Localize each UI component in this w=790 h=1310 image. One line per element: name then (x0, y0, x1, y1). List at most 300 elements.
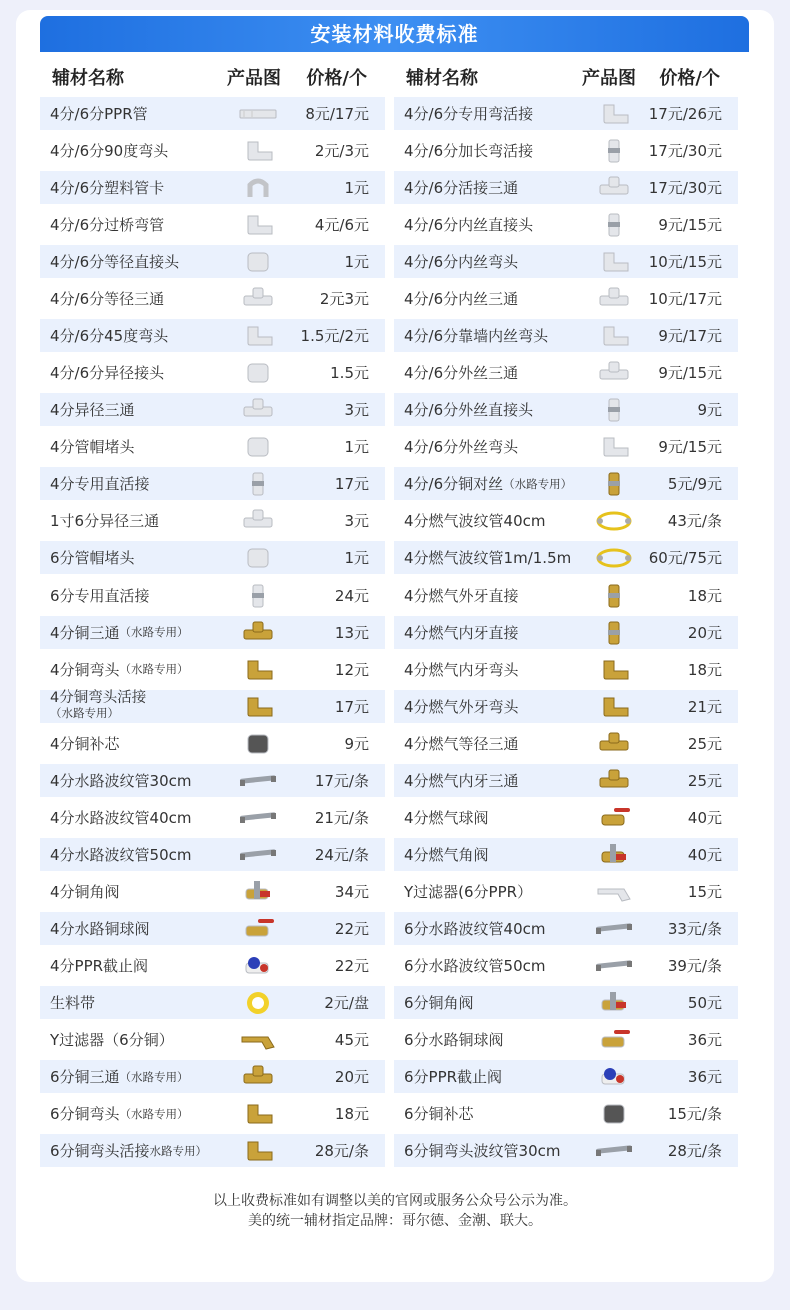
table-row (40, 801, 385, 834)
item-name (404, 727, 519, 760)
item-name-main: 4分/6分内丝三通 (404, 290, 519, 309)
table-row (394, 1023, 738, 1056)
item-name-main: 4分/6分等径三通 (50, 290, 165, 309)
item-name (404, 430, 518, 463)
item-name-note: （水路专用） (50, 706, 119, 721)
item-name-main: 4分铜补芯 (50, 734, 120, 753)
item-price: 2元/3元 (314, 142, 369, 161)
table-row (40, 727, 385, 760)
item-name (50, 97, 148, 130)
item-name-main: Y过滤器（6分铜） (50, 1031, 174, 1049)
reducer-icon (238, 360, 278, 385)
table-row (394, 949, 738, 982)
header-price: 价格/个 (659, 68, 720, 89)
brass-tee-icon (238, 1064, 278, 1089)
item-name (404, 97, 533, 130)
item-name (50, 467, 150, 500)
table-row (40, 764, 385, 797)
table-row (394, 1134, 738, 1167)
item-name (50, 134, 168, 167)
header-image: 产品图 (227, 68, 281, 89)
item-name (404, 986, 474, 1019)
item-name (50, 245, 179, 278)
female-coupling-icon (594, 212, 634, 237)
item-name-main: 4分专用直活接 (50, 475, 150, 494)
item-name-main: 6分水路铜球阀 (404, 1031, 504, 1049)
left-price-column (40, 56, 385, 1161)
item-price: 9元/15元 (658, 364, 722, 383)
item-name (50, 949, 148, 982)
table-row (394, 319, 738, 352)
item-name (404, 801, 489, 834)
elbow-45-icon (238, 323, 278, 348)
table-row (394, 1097, 738, 1130)
ptfe-tape-icon (238, 990, 278, 1015)
table-row (394, 541, 738, 574)
gas-hose-icon (594, 508, 634, 533)
gas-female-tee-icon (594, 768, 634, 793)
item-name (404, 764, 519, 797)
item-price: 50元 (687, 993, 722, 1012)
item-price: 4元/6元 (314, 216, 369, 235)
table-row (40, 1097, 385, 1130)
item-name (50, 1097, 189, 1130)
table-row (394, 986, 738, 1019)
item-price: 12元 (334, 660, 369, 679)
item-name-main: 4分铜弯头活接 (50, 690, 147, 707)
item-price: 10元/17元 (648, 290, 722, 309)
item-name-main: 4分水路波纹管40cm (50, 808, 192, 827)
item-name (404, 504, 546, 537)
item-name (50, 653, 189, 686)
table-row (40, 134, 385, 167)
item-name-main: 6分水路波纹管40cm (404, 919, 546, 938)
elbow-icon (238, 138, 278, 163)
item-name-main: 4分/6分靠墙内丝弯头 (404, 327, 549, 346)
corrugated-hose-icon (238, 842, 278, 867)
item-price: 45元 (334, 1031, 369, 1049)
table-row (40, 171, 385, 204)
item-name-note: （水路专用） (119, 1069, 189, 1084)
item-name (404, 875, 532, 908)
item-price: 17元/26元 (648, 105, 722, 123)
footer-brands: 美的统一辅材指定品牌：哥尔德、金潮、联大。 (248, 1213, 542, 1229)
item-name-main: 6分铜角阀 (404, 993, 474, 1012)
table-row (394, 764, 738, 797)
item-price: 25元 (687, 771, 722, 790)
item-name-main: 4分燃气内牙三通 (404, 771, 519, 790)
item-name (404, 1060, 502, 1093)
item-price: 20元 (687, 623, 722, 642)
table-row (394, 801, 738, 834)
item-price: 60元/75元 (648, 549, 722, 568)
page-title: 安装材料收费标准 (40, 16, 749, 52)
pipe-cap-icon (238, 545, 278, 570)
table-row (40, 245, 385, 278)
item-name (50, 875, 120, 908)
item-price: 13元 (334, 623, 369, 642)
column-header (394, 56, 738, 94)
item-name-main: 4分燃气波纹管40cm (404, 512, 546, 531)
item-price: 24元 (334, 586, 369, 605)
item-name (404, 245, 518, 278)
table-row (394, 653, 738, 686)
item-name (404, 1134, 561, 1167)
table-row (394, 579, 738, 612)
item-price: 28元/条 (667, 1142, 722, 1161)
table-row (394, 875, 738, 908)
item-price: 5元/9元 (667, 475, 722, 494)
item-price: 1.5元 (330, 364, 369, 383)
item-name-main: 4分燃气外牙直接 (404, 586, 519, 605)
union-icon (238, 471, 278, 496)
item-price: 25元 (687, 734, 722, 753)
table-row (40, 912, 385, 945)
item-price: 9元/15元 (658, 438, 722, 457)
item-name (404, 690, 519, 723)
gas-tee-icon (594, 731, 634, 756)
item-name (50, 912, 150, 945)
item-name-note: （水路专用） (503, 476, 573, 491)
item-name-main: 4分水路波纹管30cm (50, 771, 192, 790)
table-row (40, 616, 385, 649)
item-name (50, 838, 192, 871)
table-row (40, 690, 385, 723)
table-row (40, 949, 385, 982)
union-elbow-icon (594, 101, 634, 126)
item-price: 3元 (344, 512, 369, 531)
item-name-main: 1寸6分异径三通 (50, 512, 160, 531)
item-price: 34元 (334, 882, 369, 901)
male-elbow-icon (594, 434, 634, 459)
item-name (50, 1060, 189, 1093)
item-price: 21元 (687, 697, 722, 716)
item-name (50, 764, 192, 797)
item-name (404, 319, 548, 352)
item-price: 1元 (344, 438, 369, 457)
item-name-main: 4分铜三通 (50, 623, 120, 642)
item-name-main: 6分铜补芯 (404, 1105, 474, 1124)
item-name-note: （水路专用） (119, 662, 189, 677)
item-price: 36元 (687, 1068, 722, 1087)
table-row (40, 1060, 385, 1093)
item-name-main: 4分燃气内牙直接 (404, 623, 519, 642)
table-row (40, 1134, 385, 1167)
ball-valve-icon (238, 916, 278, 941)
pipe-cap-icon (238, 434, 278, 459)
item-price: 1.5元/2元 (300, 327, 369, 346)
item-name (404, 356, 518, 389)
item-name-main: 6分铜三通 (50, 1068, 120, 1087)
bridge-bend-icon (238, 212, 278, 237)
item-name-main: 4分/6分外丝三通 (404, 364, 519, 383)
coupling-icon (238, 249, 278, 274)
gas-female-coupling-icon (594, 620, 634, 645)
table-row (40, 579, 385, 612)
tee-icon (238, 286, 278, 311)
item-price: 28元/条 (314, 1142, 369, 1161)
table-row (394, 912, 738, 945)
item-name (50, 393, 135, 426)
table-row (394, 838, 738, 871)
male-coupling-icon (594, 397, 634, 422)
item-name-main: 4分/6分铜对丝 (404, 475, 504, 494)
union-icon (238, 583, 278, 608)
table-row (40, 208, 385, 241)
item-name (404, 171, 518, 204)
item-name-main: 4分水路波纹管50cm (50, 845, 192, 864)
female-elbow-icon (594, 249, 634, 274)
item-price: 17元/30元 (648, 179, 722, 198)
reducing-tee-icon (238, 397, 278, 422)
item-name (404, 134, 533, 167)
table-row (40, 430, 385, 463)
item-price: 9元/15元 (658, 216, 722, 235)
reducing-tee-icon (238, 508, 278, 533)
item-price: 15元/条 (667, 1105, 722, 1124)
brass-elbow-icon (238, 657, 278, 682)
corrugated-hose-icon (238, 805, 278, 830)
item-price: 24元/条 (314, 845, 369, 864)
item-price: 2元3元 (319, 290, 369, 309)
item-name-main: 4分燃气外牙弯头 (404, 697, 519, 716)
header-image: 产品图 (582, 68, 636, 89)
table-row (40, 319, 385, 352)
ball-valve-icon (594, 1027, 634, 1052)
item-name (50, 1134, 207, 1167)
header-price: 价格/个 (306, 68, 367, 89)
item-name (404, 912, 546, 945)
item-name (404, 616, 519, 649)
item-name-main: 4分/6分45度弯头 (50, 327, 169, 346)
item-price: 17元/条 (314, 771, 369, 790)
gas-male-coupling-icon (594, 583, 634, 608)
corrugated-hose-icon (238, 768, 278, 793)
table-row (40, 467, 385, 500)
item-name-main: Y过滤器(6分PPR） (404, 882, 533, 901)
item-name (50, 727, 120, 760)
item-name-main: 4分/6分等径直接头 (50, 253, 180, 272)
table-row (40, 838, 385, 871)
item-name (404, 838, 489, 871)
item-name (50, 579, 150, 612)
column-header (40, 56, 385, 94)
table-row (40, 875, 385, 908)
table-row (394, 616, 738, 649)
item-price: 40元 (687, 808, 722, 827)
right-price-column (394, 56, 738, 1161)
table-row (394, 1060, 738, 1093)
gas-hose-icon (594, 545, 634, 570)
header-name: 辅材名称 (52, 68, 124, 89)
item-name-main: 4分/6分活接三通 (404, 179, 519, 198)
table-row (394, 171, 738, 204)
item-name (50, 319, 168, 352)
table-row (40, 541, 385, 574)
union-tee-icon (594, 175, 634, 200)
item-name-main: 4分/6分90度弯头 (50, 142, 169, 161)
table-row (40, 986, 385, 1019)
item-price: 18元 (334, 1105, 369, 1124)
item-name (50, 541, 135, 574)
item-name-main: 4分/6分内丝弯头 (404, 253, 519, 272)
item-price: 17元 (334, 697, 369, 716)
table-row (394, 727, 738, 760)
item-name-main: 6分铜弯头 (50, 1105, 120, 1124)
item-name (404, 1023, 504, 1056)
table-row (394, 356, 738, 389)
item-name-main: 4分/6分异径接头 (50, 364, 165, 383)
item-price: 17元 (334, 475, 369, 494)
item-name-main: 6分专用直活接 (50, 586, 150, 605)
brass-tee-icon (238, 620, 278, 645)
item-name (404, 1097, 474, 1130)
item-name-main: 4分/6分加长弯活接 (404, 142, 534, 161)
clip-icon (238, 175, 278, 200)
male-tee-icon (594, 360, 634, 385)
item-price: 21元/条 (314, 808, 369, 827)
table-row (40, 504, 385, 537)
table-row (394, 430, 738, 463)
long-union-icon (594, 138, 634, 163)
table-row (40, 653, 385, 686)
female-tee-icon (594, 286, 634, 311)
item-name-main: 4分燃气球阀 (404, 808, 489, 827)
item-name-main: 4分PPR截止阀 (50, 956, 149, 975)
table-row (394, 282, 738, 315)
corrugated-hose-icon (594, 953, 634, 978)
item-name-note: 水路专用） (149, 1143, 208, 1158)
item-price: 18元 (687, 660, 722, 679)
table-row (40, 282, 385, 315)
item-price: 2元/盘 (324, 993, 369, 1012)
item-name-main: 4分水路铜球阀 (50, 919, 150, 938)
item-name (50, 801, 192, 834)
item-price: 18元 (687, 586, 722, 605)
item-name-main: 4分燃气等径三通 (404, 734, 519, 753)
y-filter-brass-icon (238, 1027, 278, 1052)
brass-union-elbow-icon (238, 694, 278, 719)
item-name (404, 282, 518, 315)
item-price: 15元 (687, 882, 722, 901)
item-name-main: 6分PPR截止阀 (404, 1068, 503, 1087)
item-name (50, 171, 164, 204)
item-name (50, 690, 146, 723)
item-price: 9元 (344, 734, 369, 753)
item-name-main: 4分燃气内牙弯头 (404, 660, 519, 679)
item-price: 8元/17元 (305, 105, 369, 123)
item-name-main: 4分/6分PPR管 (50, 105, 148, 123)
table-row (394, 690, 738, 723)
item-price: 33元/条 (667, 919, 722, 938)
item-name-main: 4分管帽堵头 (50, 438, 135, 457)
item-name (50, 430, 135, 463)
table-row (40, 1023, 385, 1056)
item-name-main: 4分/6分外丝直接头 (404, 401, 534, 420)
pipe-icon (238, 101, 278, 126)
item-price: 1元 (344, 179, 369, 198)
item-name-main: 4分燃气波纹管1m/1.5m (404, 549, 572, 568)
table-row (394, 97, 738, 130)
item-name (50, 986, 95, 1019)
wall-elbow-icon (594, 323, 634, 348)
table-row (394, 208, 738, 241)
table-row (40, 97, 385, 130)
item-name (404, 467, 572, 500)
item-name-main: 6分铜弯头波纹管30cm (404, 1142, 561, 1161)
item-name-note: （水路专用） (119, 625, 189, 640)
item-name-main: 4分铜角阀 (50, 882, 120, 901)
footer-note: 以上收费标准如有调整以美的官网或服务公众号公示为准。 (213, 1193, 577, 1209)
table-row (394, 134, 738, 167)
item-name-main: 4分/6分过桥弯管 (50, 216, 165, 235)
item-name-main: 4分铜弯头 (50, 660, 120, 679)
item-name-main: 4分/6分专用弯活接 (404, 105, 534, 123)
item-name (50, 504, 159, 537)
item-name (50, 616, 189, 649)
item-price: 9元/17元 (658, 327, 722, 346)
item-name (50, 356, 164, 389)
item-price: 20元 (334, 1068, 369, 1087)
item-name-main: 4分异径三通 (50, 401, 135, 420)
item-price: 39元/条 (667, 956, 722, 975)
item-name-main: 4分/6分内丝直接头 (404, 216, 534, 235)
corrugated-hose-icon (594, 916, 634, 941)
gas-angle-valve-icon (594, 842, 634, 867)
item-name-main: 4分燃气角阀 (404, 845, 489, 864)
brass-nipple-icon (594, 471, 634, 496)
brass-union-elbow-icon (238, 1138, 278, 1163)
gas-ball-valve-icon (594, 805, 634, 830)
table-row (394, 467, 738, 500)
item-name (404, 541, 571, 574)
table-row (394, 245, 738, 278)
item-price: 1元 (344, 253, 369, 272)
gas-female-elbow-icon (594, 657, 634, 682)
item-name-main: 6分管帽堵头 (50, 549, 135, 568)
item-price: 22元 (334, 956, 369, 975)
bushing-icon (238, 731, 278, 756)
angle-valve-icon (594, 990, 634, 1015)
item-name-note: （水路专用） (119, 1106, 189, 1121)
item-price: 1元 (344, 549, 369, 568)
item-name (404, 949, 546, 982)
item-name-main: 生料带 (50, 993, 96, 1012)
item-price: 22元 (334, 919, 369, 938)
item-price: 3元 (344, 401, 369, 420)
item-name-main: 6分铜弯头活接 (50, 1142, 150, 1161)
item-price: 10元/15元 (648, 253, 722, 272)
item-name (404, 579, 519, 612)
table-row (394, 393, 738, 426)
bushing-icon (594, 1101, 634, 1126)
y-filter-ppr-icon (594, 879, 634, 904)
corrugated-hose-icon (594, 1138, 634, 1163)
stop-valve-icon (594, 1064, 634, 1089)
item-price: 9元 (697, 401, 722, 420)
item-name (404, 393, 533, 426)
item-name (50, 1023, 174, 1056)
item-name-main: 4分/6分外丝弯头 (404, 438, 519, 457)
item-name-main: 4分/6分塑料管卡 (50, 179, 165, 198)
header-name: 辅材名称 (406, 68, 478, 89)
item-price: 43元/条 (667, 512, 722, 531)
angle-valve-icon (238, 879, 278, 904)
table-row (394, 504, 738, 537)
brass-elbow-icon (238, 1101, 278, 1126)
item-name-main: 6分水路波纹管50cm (404, 956, 546, 975)
item-name (50, 282, 164, 315)
